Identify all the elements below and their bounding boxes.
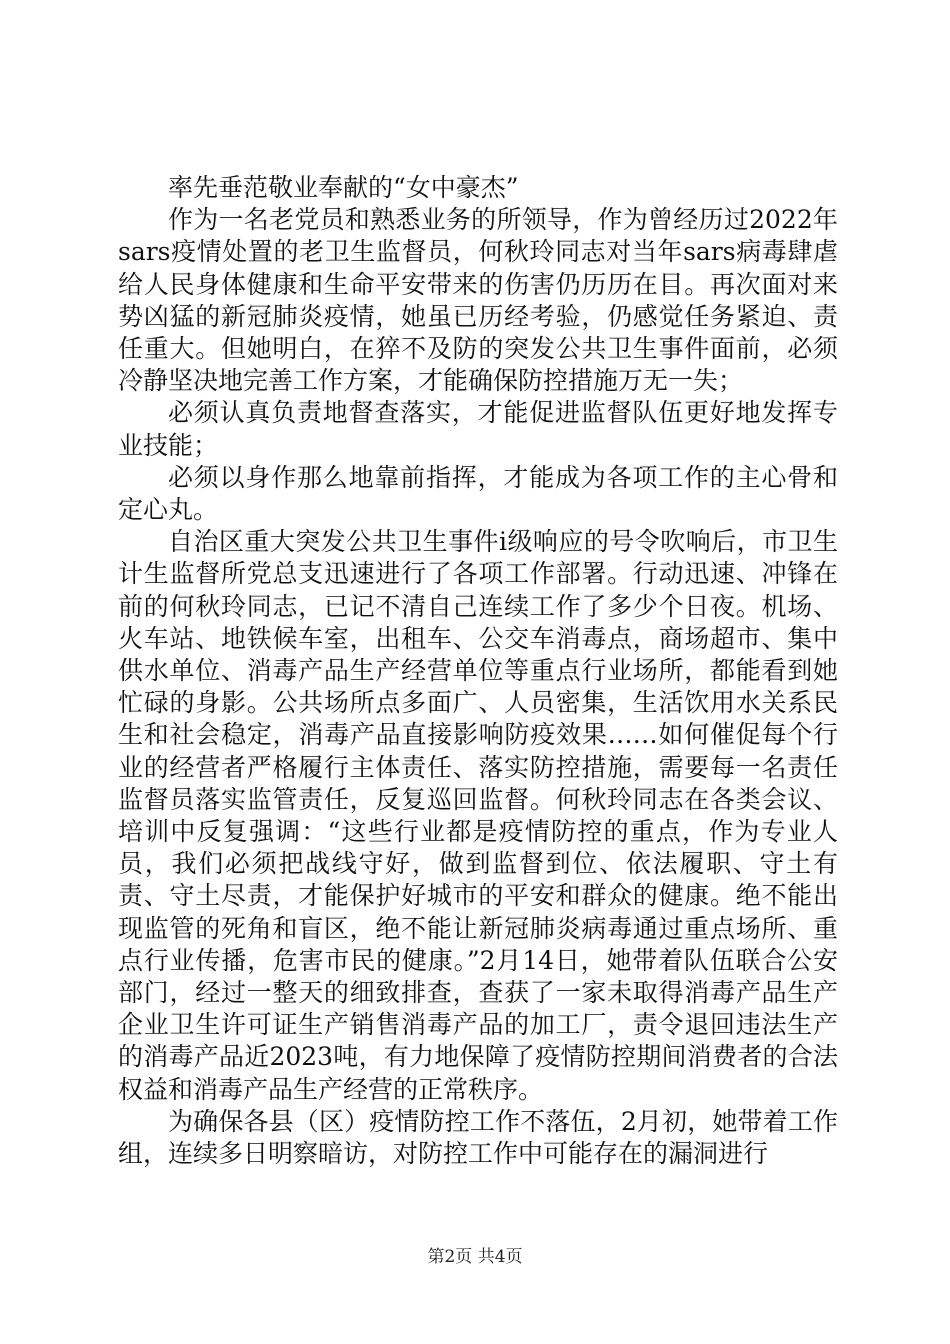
document-body: [118, 172, 838, 1170]
page-number: 第2页 共4页: [427, 1247, 523, 1267]
paragraph: 作为一名老党员和熟悉业务的所领导，作为曾经历过2022年sars疫情处置的老卫生监督员，何秋玲同志对当年sars病毒肆虐给人民身体健康和生命平安带来的伤害仍历历在目。再次面对来势凶猛的新冠肺炎疫情，她虽已历经考验，仍感觉任务紧迫、责任重大。但她明白，在猝不及防的突发公共卫生事件面前，必须冷静坚决地完善工作方案，才能确保防控措施万无一失；: [118, 205, 838, 396]
paragraph: 为确保各县（区）疫情防控工作不落伍，2月初，她带着工作组，连续多日明察暗访，对防控工作中可能存在的漏洞进行: [118, 1106, 838, 1169]
paragraph: 必须以身作那么地靠前指挥，才能成为各项工作的主心骨和定心丸。: [118, 462, 838, 525]
paragraph: 必须认真负责地督查落实，才能促进监督队伍更好地发挥专业技能；: [118, 398, 838, 460]
section-heading: 率先垂范敬业奉献的“女中豪杰”: [168, 173, 519, 202]
paragraph: 自治区重大突发公共卫生事件i级响应的号令吹响后，市卫生计生监督所党总支迅速进行了各项工作部署。行动迅速、冲锋在前的何秋玲同志，已记不清自己连续工作了多少个日夜。机场、火车站、地铁候车室，出租车、公交车消毒点，商场超市、集中供水单位、消毒产品生产经营单位等重点行业场所，都能看到她忙碌的身影。公共场所点多面广、人员密集，生活饮用水关系民生和社会稳定，消毒产品直接影响防疫效果……如何催促每个行业的经营者严格履行主体责任、落实防控措施，需要每一名责任监督员落实监管责任，反复巡回监督。何秋玲同志在各类会议、培训中反复强调：“这些行业都是疫情防控的重点，作为专业人员，我们必须把战线守好，做到监督到位、依法履职、守土有责、守土尽责，才能保护好城市的平安和群众的健康。绝不能出现监管的死角和盲区，绝不能让新冠肺炎病毒通过重点场所、重点行业传播，危害市民的健康。”2月14日，她带着队伍联合公安部门，经过一整天的细致排查，查获了一家未取得消毒产品生产企业卫生许可证生产销售消毒产品的加工厂，责令退回违法生产的消毒产品近2023吨，有力地保障了疫情防控期间消费者的合法权益和消毒产品生产经营的正常秩序。: [118, 527, 838, 1104]
